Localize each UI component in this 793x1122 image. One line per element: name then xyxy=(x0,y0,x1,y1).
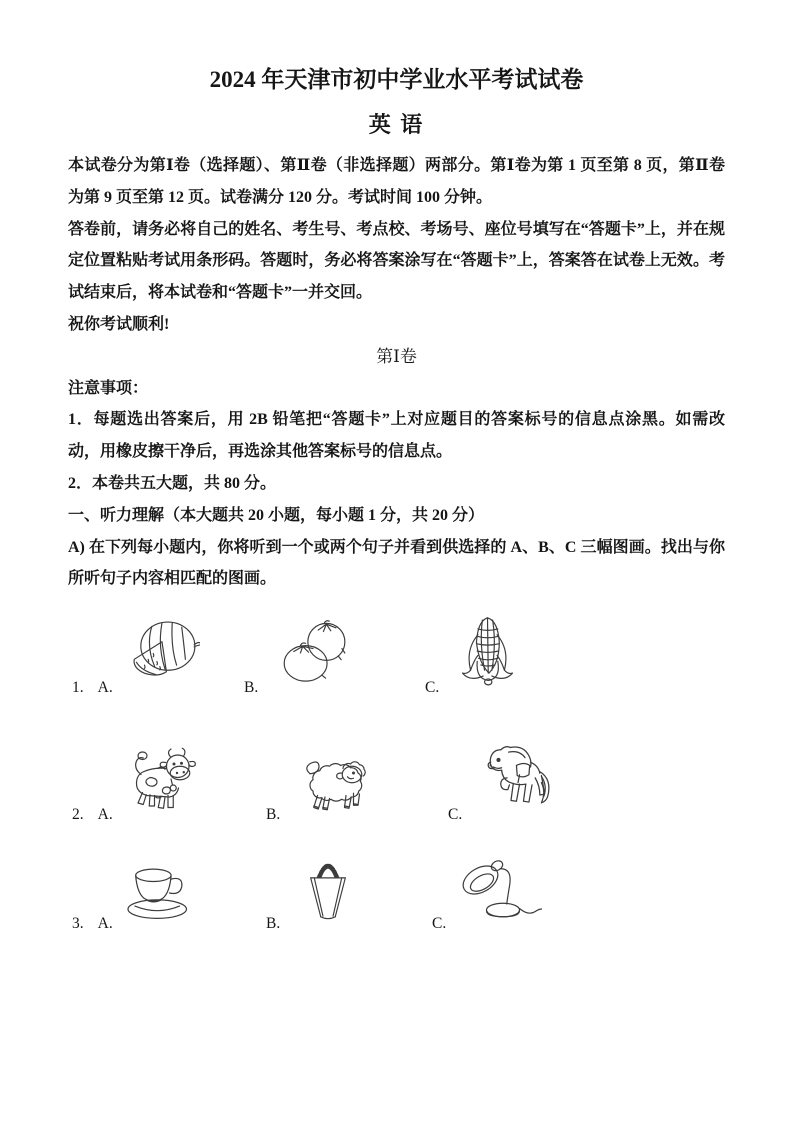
watermelon-icon xyxy=(124,615,200,689)
section1-heading: 一、听力理解（本大题共 20 小题，每小题 1 分，共 20 分） xyxy=(68,506,485,524)
option-letter: C. xyxy=(448,806,463,824)
option-letter: C. xyxy=(432,915,447,933)
listening-question-3 xyxy=(68,851,725,933)
option-label-3a xyxy=(72,915,113,933)
part1-heading: 第Ⅰ卷 xyxy=(376,346,417,366)
option-label-2a xyxy=(72,806,113,824)
option-letter: B. xyxy=(244,679,259,697)
desk-lamp-icon xyxy=(458,855,542,929)
question-number: 3. xyxy=(72,915,84,933)
option-label-2b xyxy=(266,806,280,824)
option-letter: A. xyxy=(97,679,113,697)
option-letter: A. xyxy=(97,915,113,933)
listening-question-2 xyxy=(68,738,725,824)
note-1: 1．每题选出答案后，用 2B 铅笔把“答题卡”上对应题目的答案标号的信息点涂黑。如需改动，用橡皮擦干净后，再选涂其他答案标号的信息点。 xyxy=(68,411,725,461)
option-letter: B. xyxy=(266,915,281,933)
question-number: 2. xyxy=(72,806,84,824)
good-luck-line: 祝你考试顺利! xyxy=(68,315,170,333)
intro-paragraph-1: 本试卷分为第Ⅰ卷（选择题）、第Ⅱ卷（非选择题）两部分。第Ⅰ卷为第 1 页至第 8 页，第Ⅱ卷为第 9 页至第 12 页。试卷满分 120 分。考试时间 100 分钟。 xyxy=(68,157,725,206)
note-2: 2．本卷共五大题，共 80 分。 xyxy=(68,474,277,492)
option-letter: B. xyxy=(266,806,281,824)
notes-title: 注意事项： xyxy=(68,379,149,397)
option-label-3c xyxy=(432,915,446,933)
page-title: 2024 年天津市初中学业水平考试试卷 xyxy=(209,67,584,92)
option-letter: A. xyxy=(97,806,113,824)
corn-icon xyxy=(461,609,514,693)
option-label-1c xyxy=(425,679,439,697)
option-label-2c xyxy=(448,806,462,824)
tote-bag-icon xyxy=(302,849,354,927)
subject-title: 英 语 xyxy=(368,112,425,137)
option-letter: C. xyxy=(425,679,440,697)
sheep-icon xyxy=(296,752,378,818)
tomatoes-icon xyxy=(279,617,353,689)
intro-paragraph-2: 答卷前，请务必将自己的姓名、考生号、考点校、考场号、座位号填写在“答题卡”上，并在规定位置粘贴考试用条形码。答题时，务必将答案涂写在“答题卡”上，答案答在试卷上无效。考试结束后，将本试卷和“答题卡”一并交回。 xyxy=(68,220,725,302)
horse-icon xyxy=(478,742,558,820)
listening-question-1 xyxy=(68,605,725,697)
option-label-3b xyxy=(266,915,280,933)
question-number: 1. xyxy=(72,679,84,697)
cow-icon xyxy=(124,746,200,818)
option-label-1a xyxy=(72,679,113,697)
option-label-1b xyxy=(244,679,258,697)
teacup-icon xyxy=(118,861,198,925)
sectionA-instructions: A) 在下列每小题内，你将听到一个或两个句子并看到供选择的 A、B、C 三幅图画。找出与你所听句子内容相匹配的图画。 xyxy=(68,538,725,588)
